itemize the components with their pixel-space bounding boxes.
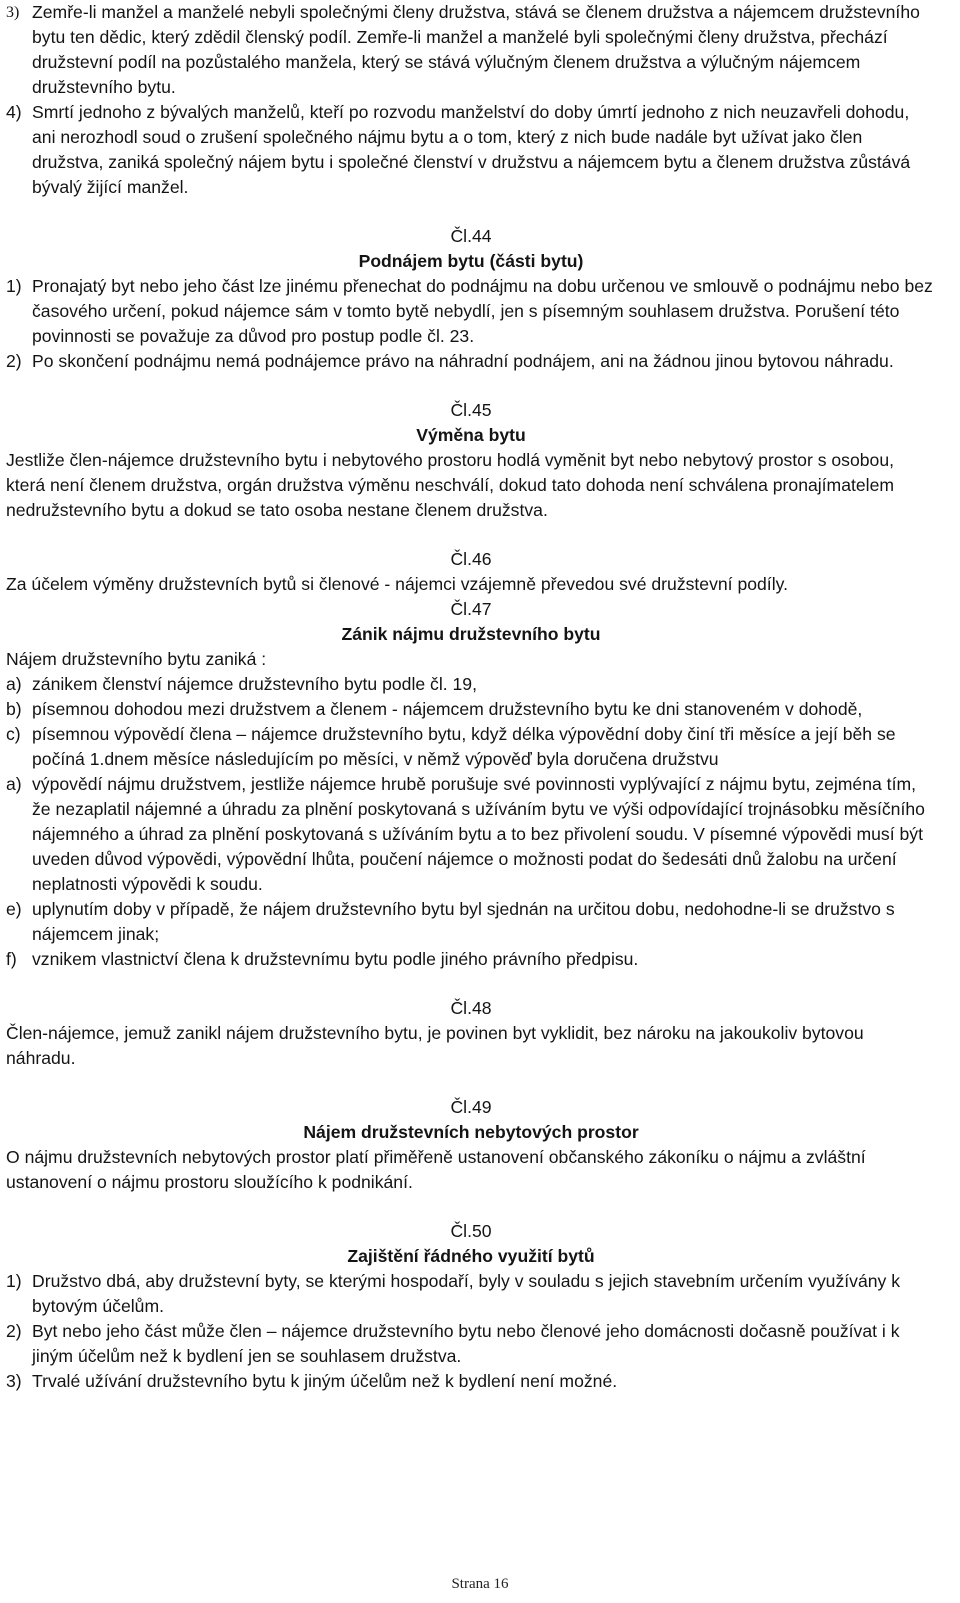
item-text: Smrtí jednoho z bývalých manželů, kteří po rozvodu manželství do doby úmrtí jednoho z nich neuzavřeli dohodu, ani nerozhodl soud o zrušení společného nájmu bytu a o tom, který z nich bude nadále byt užívat jako člen družstva, zaniká společný nájem bytu i společné členství v družstvu a nájemcem bytu a členem družstva zůstává bývalý žijící manžel. xyxy=(32,102,911,197)
list-item xyxy=(6,1319,936,1369)
list-item xyxy=(6,897,936,947)
document-page xyxy=(6,0,936,1394)
section-number: Čl.46 xyxy=(450,549,492,569)
item-marker: e) xyxy=(6,899,22,919)
section-cl50 xyxy=(6,1219,936,1394)
item-marker: c) xyxy=(6,724,21,744)
section-number: Čl.45 xyxy=(450,400,492,420)
item-marker: a) xyxy=(6,774,22,794)
list-item xyxy=(6,1369,936,1394)
item-marker: 3) xyxy=(6,4,20,21)
section-number: Čl.44 xyxy=(450,226,492,246)
list-item xyxy=(6,947,936,972)
item-text: písemnou výpovědí člena – nájemce družstevního bytu, když délka výpovědní doby činí tři měsíce a její běh se počíná 1.dnem měsíce následujícím po měsíci, v němž výpověď byla doručena družstvu xyxy=(32,724,896,769)
section-cl46 xyxy=(6,547,936,597)
section-cl47 xyxy=(6,597,936,972)
list-item xyxy=(6,1269,936,1319)
item-text: Zemře-li manžel a manželé nebyli společnými členy družstva, stává se členem družstva a nájemcem družstevního bytu ten dědic, který zdědil členský podíl. Zemře-li manžel a manželé byli společnými členy družstva, přechází družstevní podíl na pozůstalého manžela, který se stává výlučným členem družstva a výlučným nájemcem družstevního bytu. xyxy=(32,2,920,97)
list-item xyxy=(6,697,936,722)
section-title: Podnájem bytu (části bytu) xyxy=(358,251,584,271)
item-marker: a) xyxy=(6,674,22,694)
section-cl49 xyxy=(6,1095,936,1195)
item-marker: b) xyxy=(6,699,22,719)
section-cl48 xyxy=(6,996,936,1071)
item-text: zánikem členství nájemce družstevního bytu podle čl. 19, xyxy=(32,674,477,694)
item-text: Byt nebo jeho část může člen – nájemce družstevního bytu nebo členové jeho domácnosti dočasně používat i k jiným účelům než k bydlení jen se souhlasem družstva. xyxy=(32,1321,900,1366)
paragraph: O nájmu družstevních nebytových prostor platí přiměřeně ustanovení občanského zákoníku o nájmu a zvláštní ustanovení o nájmu prostoru sloužícího k podnikání. xyxy=(6,1147,866,1192)
list-item xyxy=(6,274,936,349)
item-text: Družstvo dbá, aby družstevní byty, se kterými hospodaří, byly v souladu s jejich stavebním určením využívány k bytovým účelům. xyxy=(32,1271,901,1316)
page-number: Strana 16 xyxy=(451,1576,509,1592)
list-item xyxy=(6,349,936,374)
item-marker: 2) xyxy=(6,1321,22,1341)
item-text: uplynutím doby v případě, že nájem družstevního bytu byl sjednán na určitou dobu, nedohodne-li se družstvo s nájemcem jinak; xyxy=(32,899,895,944)
paragraph: Za účelem výměny družstevních bytů si členové - nájemci vzájemně převedou své družstevní podíly. xyxy=(6,574,788,594)
list-item xyxy=(6,672,936,697)
list-item xyxy=(6,722,936,772)
item-marker: f) xyxy=(6,949,17,969)
lead-text: Nájem družstevního bytu zaniká : xyxy=(6,649,267,669)
section-title: Nájem družstevních nebytových prostor xyxy=(303,1122,639,1142)
section-cl45 xyxy=(6,398,936,523)
section-title: Zajištění řádného využití bytů xyxy=(347,1246,595,1266)
item-marker: 2) xyxy=(6,351,22,371)
item-text: písemnou dohodou mezi družstvem a členem - nájemcem družstevního bytu ke dni stanoveném v dohodě, xyxy=(32,699,863,719)
section-number: Čl.50 xyxy=(450,1221,492,1241)
item-text: vznikem vlastnictví člena k družstevnímu bytu podle jiného právního předpisu. xyxy=(32,949,639,969)
section-cl44 xyxy=(6,224,936,374)
item-marker: 1) xyxy=(6,1271,22,1291)
item-marker: 3) xyxy=(6,1371,22,1391)
item-marker: 1) xyxy=(6,276,22,296)
intro-item-4 xyxy=(6,100,936,200)
intro-item-3 xyxy=(6,0,936,100)
section-title: Zánik nájmu družstevního bytu xyxy=(341,624,601,644)
item-text: Pronajatý byt nebo jeho část lze jinému přenechat do podnájmu na dobu určenou ve smlouvě o podnájmu nebo bez časového určení, pokud nájemce sám v tomto bytě nebydlí, jen s písemným souhlasem družstva. Porušení této povinnosti se považuje za důvod pro postup podle čl. 23. xyxy=(32,276,933,346)
paragraph: Jestliže člen-nájemce družstevního bytu i nebytového prostoru hodlá vyměnit byt nebo nebytový prostor s osobou, která není členem družstva, orgán družstva výměnu neschválí, dokud tato dohoda není schválena pronajímatelem nedružstevního bytu a dokud se tato osoba nestane členem družstva. xyxy=(6,450,895,520)
section-number: Čl.48 xyxy=(450,998,492,1018)
section-title: Výměna bytu xyxy=(416,425,526,445)
item-text: výpovědí nájmu družstvem, jestliže nájemce hrubě porušuje své povinnosti vyplývající z nájmu bytu, zejména tím, že nezaplatil nájemné a úhradu za plnění poskytovaná s užíváním bytu ve výši odpovídající trojnásobku měsíčního nájemného a úhrad za plnění poskytovaná s užíváním bytu a to bez přivolení soudu. V písemné výpovědi musí být uveden důvod výpovědi, výpovědní lhůta, poučení nájemce o možnosti podat do šedesáti dnů žalobu na určení neplatnosti výpovědi k soudu. xyxy=(32,774,925,894)
list-item xyxy=(6,772,936,897)
item-marker: 4) xyxy=(6,102,22,122)
item-text: Po skončení podnájmu nemá podnájemce právo na náhradní podnájem, ani na žádnou jinou bytovou náhradu. xyxy=(32,351,894,371)
paragraph: Člen-nájemce, jemuž zanikl nájem družstevního bytu, je povinen byt vyklidit, bez nároku na jakoukoliv bytovou náhradu. xyxy=(6,1023,864,1068)
item-text: Trvalé užívání družstevního bytu k jiným účelům než k bydlení není možné. xyxy=(32,1371,618,1391)
section-number: Čl.47 xyxy=(450,599,492,619)
section-number: Čl.49 xyxy=(450,1097,492,1117)
